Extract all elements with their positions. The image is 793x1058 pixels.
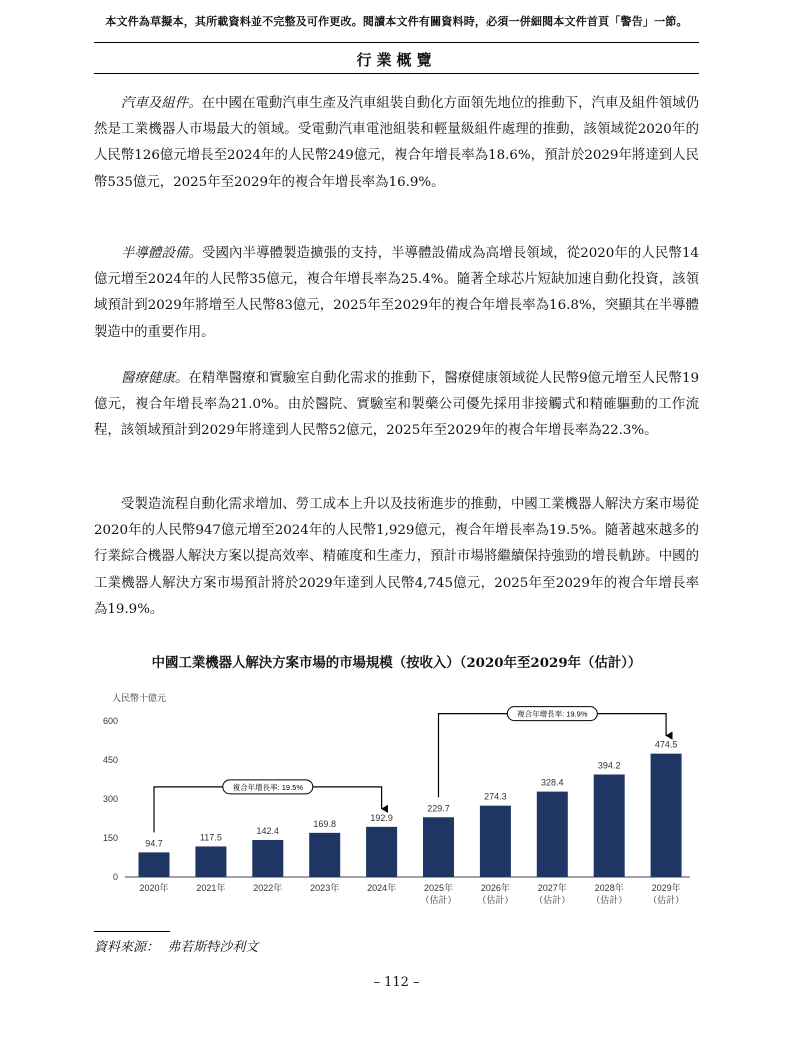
- x-tick-label: 2021年: [196, 883, 226, 893]
- bar: [594, 775, 625, 877]
- bar-value-label: 328.4: [541, 777, 564, 788]
- bar-value-label: 117.5: [199, 832, 222, 843]
- x-tick-label: 2028年: [594, 883, 624, 893]
- page-number: – 112 –: [373, 975, 420, 990]
- x-tick-label: 2022年: [253, 883, 283, 893]
- bars-group: [139, 740, 682, 877]
- cagr-label: 複合年增長率: 19.9%: [517, 709, 588, 719]
- bar-value-label: 229.7: [427, 803, 450, 814]
- x-tick-label: 2029年: [651, 883, 681, 893]
- market-size-bar-chart: [90, 680, 700, 915]
- paragraph-market-summary: [94, 492, 699, 623]
- chart-title: 中國工業機器人解決方案市場的市場規模（按收入）（2020年至2029年（估計））: [151, 655, 642, 671]
- bar: [651, 754, 682, 877]
- paragraph-healthcare: [94, 366, 699, 445]
- y-tick-label: 300: [102, 794, 118, 804]
- bar: [480, 806, 511, 877]
- bar-value-label: 474.5: [654, 739, 678, 750]
- y-axis-label: 人民幣十億元: [112, 693, 167, 703]
- source-note: [94, 936, 258, 955]
- x-tick-label: 2026年: [480, 883, 510, 893]
- paragraph-lead: 醫療健康。: [121, 371, 189, 386]
- x-tick-label: 2023年: [310, 883, 340, 893]
- bar-value-label: 94.7: [145, 838, 163, 849]
- bar: [537, 792, 568, 877]
- bar: [139, 852, 170, 877]
- paragraph-body: 受國內半導體製造擴張的支持，半導體設備成為高增長領域，從2020年的人民幣14億元增至2024年的人民幣35億元，複合年增長率為25.4%。隨著全球芯片短缺加速自動化投資，該領域預計到2029年將增至人民幣83億元，2025年至2029年的複合年增長率為16.8%，突顯其在半導體製造中的重要作用。: [94, 246, 699, 340]
- x-tick-note: （估計）: [648, 895, 685, 905]
- source-rule: [94, 931, 170, 932]
- bar-value-label: 169.8: [313, 818, 336, 829]
- header-rule: [94, 42, 699, 43]
- x-axis-labels: [139, 882, 684, 905]
- y-tick-label: 0: [112, 872, 118, 882]
- x-tick-note: （估計）: [420, 895, 457, 905]
- bar: [366, 827, 397, 877]
- x-tick-note: （估計）: [477, 895, 514, 905]
- y-tick-label: 150: [102, 833, 118, 843]
- section-title: 行業概覽: [356, 51, 437, 69]
- paragraph-lead: 汽車及組件。: [121, 96, 202, 111]
- x-tick-note: （估計）: [534, 895, 571, 905]
- x-tick-label: 2024年: [367, 883, 397, 893]
- paragraph-body: 在精準醫療和實驗室自動化需求的推動下，醫療健康領域從人民幣9億元增至人民幣19億元，複合年增長率為21.0%。由於醫院、實驗室和製藥公司優先採用非接觸式和精確驅動的工作流程，該領域預計到2029年將達到人民幣52億元，2025年至2029年的複合年增長率為22.3%。: [94, 371, 700, 439]
- draft-warning-banner: 本文件為草擬本，其所載資料並不完整及可作更改。閱讀本文件有關資料時，必須一併細閱本文件首頁「警告」一節。: [105, 15, 688, 28]
- bar: [252, 840, 283, 877]
- paragraph-semiconductor: [94, 241, 699, 346]
- source-label: 資料來源：: [94, 940, 160, 955]
- paragraph-automotive: [94, 91, 699, 196]
- bar-value-label: 142.4: [256, 825, 280, 836]
- paragraph-body: 在中國在電動汽車生產及汽車組裝自動化方面領先地位的推動下，汽車及組件領域仍然是工業機器人市場最大的領域。受電動汽車電池組裝和輕量級組件處理的推動，該領域從2020年的人民幣126億元增長至2024年的人民幣249億元，複合年增長率為18.6%，預計於2029年將達到人民幣535億元，2025年至2029年的複合年增長率為16.9%。: [94, 96, 700, 190]
- y-tick-label: 600: [102, 716, 118, 726]
- y-tick-label: 450: [102, 755, 118, 765]
- bar-value-label: 274.3: [484, 791, 507, 802]
- bar: [423, 817, 454, 877]
- bar-value-label: 192.9: [370, 812, 393, 823]
- y-axis: [103, 716, 118, 882]
- cagr-annotations: [154, 707, 666, 833]
- x-tick-note: （估計）: [591, 895, 628, 905]
- paragraph-lead: 半導體設備。: [121, 246, 203, 261]
- paragraph-body: 受製造流程自動化需求增加、勞工成本上升以及技術進步的推動，中國工業機器人解決方案市場從2020年的人民幣947億元增至2024年的人民幣1,929億元，複合年增長率為19.5%。隨著越來越多的行業綜合機器人解決方案以提高效率、精確度和生產力，預計市場將繼續保持強勁的增長軌跡。中國的工業機器人解決方案市場預計將於2029年達到人民幣4,745億元，2025年至2029年的複合年增長率為19.9%。: [94, 497, 699, 617]
- cagr-label: 複合年增長率: 19.5%: [232, 782, 304, 792]
- source-name: 弗若斯特沙利文: [167, 940, 259, 955]
- section-title-rule: [94, 73, 699, 74]
- bar: [309, 833, 340, 877]
- bar-value-label: 394.2: [597, 760, 621, 771]
- x-tick-label: 2020年: [139, 883, 169, 893]
- bar: [195, 846, 226, 877]
- x-tick-label: 2025年: [423, 883, 454, 893]
- x-tick-label: 2027年: [537, 883, 567, 893]
